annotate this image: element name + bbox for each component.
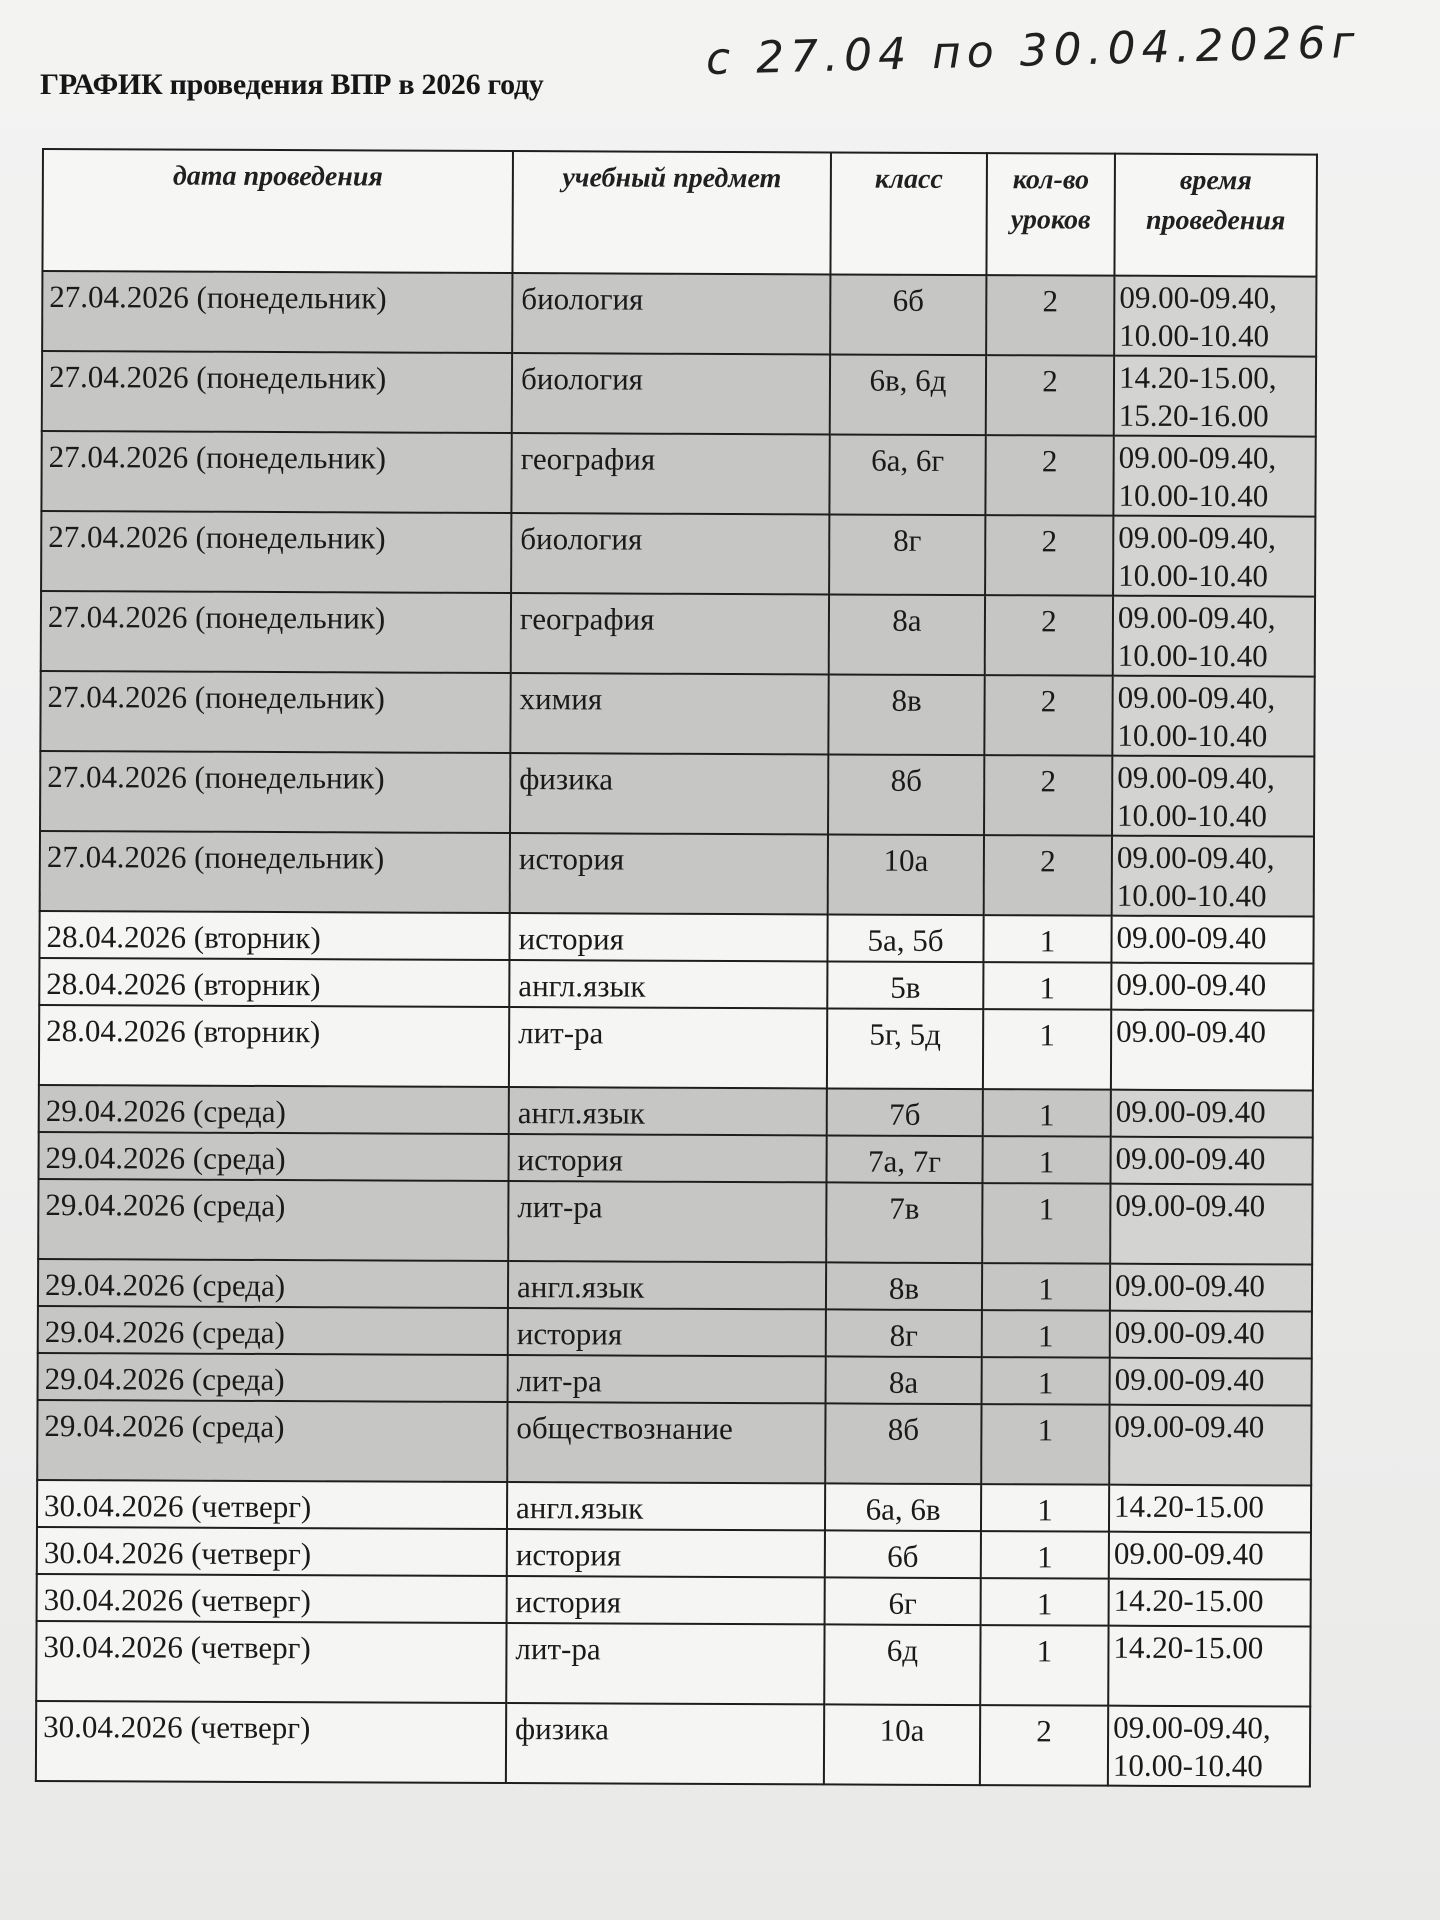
header-date: дата проведения	[42, 149, 513, 273]
cell-date: 29.04.2026 (среда)	[39, 1085, 509, 1134]
time-slot: 09.00-09.40	[1116, 919, 1267, 956]
cell-subject: англ.язык	[509, 1087, 827, 1135]
cell-class: 5в	[827, 961, 983, 1009]
cell-lessons: 2	[980, 1705, 1108, 1786]
cell-time	[1113, 596, 1315, 677]
cell-date: 27.04.2026 (понедельник)	[41, 511, 511, 593]
cell-lessons: 1	[981, 1531, 1109, 1579]
document-title: ГРАФИК проведения ВПР в 2026 году	[40, 68, 544, 101]
time-slot: 14.20-15.00,	[1118, 359, 1277, 396]
cell-lessons: 2	[984, 835, 1112, 916]
table-row	[36, 1701, 1310, 1787]
table-row	[38, 1259, 1312, 1312]
cell-class: 6а, 6в	[825, 1483, 981, 1531]
cell-lessons: 1	[981, 1484, 1109, 1532]
time-slot: 09.00-09.40	[1116, 966, 1267, 1003]
cell-subject: история	[507, 1529, 825, 1577]
cell-subject: лит-ра	[508, 1355, 826, 1403]
table-row	[37, 1527, 1311, 1580]
header-subject: учебный предмет	[512, 151, 831, 274]
cell-class: 5г, 5д	[827, 1008, 983, 1089]
cell-date: 27.04.2026 (понедельник)	[42, 351, 512, 433]
table-row	[38, 1306, 1312, 1359]
cell-subject: география	[511, 433, 829, 514]
cell-time	[1110, 1311, 1312, 1359]
cell-date: 30.04.2026 (четверг)	[36, 1701, 506, 1783]
cell-class: 8г	[826, 1309, 982, 1357]
time-slot: 09.00-09.40	[1116, 1013, 1267, 1050]
cell-lessons: 2	[984, 675, 1112, 756]
cell-class: 8а	[829, 594, 985, 675]
cell-time	[1113, 516, 1315, 597]
cell-subject: англ.язык	[509, 960, 827, 1008]
cell-class: 6г	[825, 1577, 981, 1625]
cell-subject: физика	[510, 753, 828, 834]
cell-class: 7б	[827, 1088, 983, 1136]
cell-class: 7а, 7г	[826, 1135, 982, 1183]
cell-subject: история	[508, 1134, 826, 1182]
cell-lessons: 2	[986, 355, 1114, 436]
table-row	[38, 1353, 1312, 1406]
cell-lessons: 1	[982, 1183, 1110, 1264]
table-row	[42, 351, 1316, 437]
time-slot: 14.20-15.00	[1114, 1488, 1264, 1525]
time-slot: 09.00-09.40	[1114, 1361, 1265, 1398]
cell-time	[1108, 1706, 1310, 1787]
time-slot: 09.00-09.40,	[1118, 439, 1277, 476]
cell-lessons: 1	[980, 1625, 1108, 1706]
time-slot: 14.20-15.00	[1113, 1582, 1264, 1619]
time-slot: 10.00-10.40	[1117, 717, 1268, 754]
cell-subject: физика	[506, 1703, 824, 1784]
cell-time	[1112, 676, 1314, 757]
table-row	[40, 831, 1314, 917]
cell-subject: англ.язык	[508, 1261, 826, 1309]
cell-time	[1109, 1485, 1311, 1533]
table-row	[42, 271, 1316, 357]
cell-subject: биология	[512, 353, 830, 434]
cell-lessons: 2	[984, 755, 1112, 836]
cell-date: 27.04.2026 (понедельник)	[40, 671, 510, 753]
cell-subject: история	[510, 833, 828, 914]
cell-date: 27.04.2026 (понедельник)	[41, 591, 511, 673]
table-row	[37, 1574, 1311, 1627]
cell-class: 8в	[828, 674, 984, 755]
cell-time	[1110, 1184, 1312, 1265]
cell-class: 8б	[828, 754, 984, 835]
table-row	[36, 1621, 1310, 1707]
cell-date: 27.04.2026 (понедельник)	[41, 431, 511, 513]
table-row	[41, 591, 1315, 677]
cell-subject: география	[511, 593, 829, 674]
cell-time	[1110, 1358, 1312, 1406]
cell-lessons: 1	[983, 962, 1111, 1010]
cell-lessons: 1	[982, 1310, 1110, 1358]
cell-time	[1111, 1090, 1313, 1138]
time-slot: 10.00-10.40	[1117, 637, 1268, 674]
table-row	[39, 1005, 1313, 1091]
cell-lessons: 2	[985, 435, 1113, 516]
cell-class: 8г	[829, 514, 985, 595]
cell-class: 8в	[826, 1262, 982, 1310]
cell-class: 6б	[830, 274, 986, 355]
table-row	[40, 751, 1314, 837]
header-lessons: кол-во уроков	[986, 153, 1115, 276]
cell-subject: лит-ра	[509, 1007, 827, 1088]
cell-date: 29.04.2026 (среда)	[38, 1306, 508, 1355]
cell-lessons: 2	[985, 595, 1113, 676]
time-slot: 10.00-10.40	[1118, 477, 1269, 514]
cell-class: 10а	[828, 834, 984, 915]
cell-date: 29.04.2026 (среда)	[38, 1353, 508, 1402]
table-row	[39, 1132, 1313, 1185]
cell-date: 27.04.2026 (понедельник)	[42, 271, 512, 353]
cell-time	[1110, 1137, 1312, 1185]
cell-time	[1111, 1010, 1313, 1091]
cell-date: 29.04.2026 (среда)	[37, 1400, 507, 1482]
table-row	[41, 431, 1315, 517]
table-row	[40, 671, 1314, 757]
cell-time	[1113, 436, 1315, 517]
header-time: время проведения	[1114, 154, 1317, 277]
table-row	[38, 1179, 1312, 1265]
time-slot: 09.00-09.40	[1114, 1267, 1265, 1304]
cell-time	[1110, 1264, 1312, 1312]
cell-time	[1109, 1532, 1311, 1580]
table-header-row	[42, 149, 1317, 277]
time-slot: 10.00-10.40	[1112, 1747, 1263, 1784]
table-row	[39, 1085, 1313, 1138]
table-row	[39, 911, 1313, 964]
cell-lessons: 1	[983, 915, 1111, 963]
time-slot: 14.20-15.00	[1113, 1629, 1264, 1666]
table-row	[37, 1400, 1311, 1486]
cell-time	[1108, 1626, 1310, 1707]
time-slot: 10.00-10.40	[1118, 557, 1269, 594]
time-slot: 09.00-09.40	[1115, 1140, 1266, 1177]
schedule-table	[35, 148, 1318, 1788]
time-slot: 10.00-10.40	[1119, 317, 1270, 354]
cell-date: 30.04.2026 (четверг)	[36, 1621, 506, 1703]
time-slot: 09.00-09.40	[1114, 1408, 1265, 1445]
cell-time	[1111, 963, 1313, 1011]
cell-time	[1112, 756, 1314, 837]
table-body	[36, 271, 1317, 1787]
cell-subject: англ.язык	[507, 1482, 825, 1530]
time-slot: 09.00-09.40,	[1118, 519, 1276, 556]
cell-lessons: 1	[981, 1404, 1109, 1485]
time-slot: 09.00-09.40	[1115, 1093, 1266, 1130]
cell-lessons: 1	[983, 1009, 1111, 1090]
cell-subject: химия	[510, 673, 828, 754]
cell-date: 28.04.2026 (вторник)	[39, 1005, 509, 1087]
header-class: класс	[830, 152, 987, 275]
cell-date: 30.04.2026 (четверг)	[37, 1527, 507, 1576]
cell-date: 30.04.2026 (четверг)	[37, 1574, 507, 1623]
cell-lessons: 1	[982, 1357, 1110, 1405]
cell-lessons: 1	[981, 1578, 1109, 1626]
cell-subject: история	[507, 1576, 825, 1624]
cell-lessons: 2	[986, 275, 1114, 356]
cell-class: 10а	[824, 1704, 980, 1785]
cell-subject: биология	[511, 513, 829, 594]
time-slot: 10.00-10.40	[1116, 877, 1267, 914]
cell-time	[1114, 276, 1316, 357]
handwritten-date-range: с 27.04 по 30.04.2026г	[705, 16, 1362, 85]
cell-subject: биология	[512, 273, 830, 354]
cell-class: 8а	[826, 1356, 982, 1404]
cell-class: 6а, 6г	[829, 434, 985, 515]
cell-subject: лит-ра	[506, 1623, 824, 1704]
cell-time	[1111, 916, 1313, 964]
cell-date: 27.04.2026 (понедельник)	[40, 831, 510, 913]
time-slot: 09.00-09.40,	[1117, 759, 1275, 796]
time-slot: 09.00-09.40,	[1116, 839, 1275, 876]
cell-date: 27.04.2026 (понедельник)	[40, 751, 510, 833]
cell-time	[1109, 1405, 1311, 1486]
cell-subject: история	[509, 913, 827, 961]
cell-time	[1109, 1579, 1311, 1627]
cell-time	[1114, 356, 1316, 437]
time-slot: 15.20-16.00	[1118, 397, 1269, 434]
time-slot: 09.00-09.40	[1113, 1535, 1264, 1572]
cell-class: 5а, 5б	[827, 914, 983, 962]
time-slot: 09.00-09.40,	[1117, 599, 1276, 636]
cell-lessons: 1	[982, 1263, 1110, 1311]
cell-subject: история	[508, 1308, 826, 1356]
cell-lessons: 1	[983, 1089, 1111, 1137]
table-row	[41, 511, 1315, 597]
cell-date: 29.04.2026 (среда)	[38, 1179, 508, 1261]
cell-date: 29.04.2026 (среда)	[38, 1259, 508, 1308]
cell-subject: обществознание	[507, 1402, 825, 1483]
table-row	[39, 958, 1313, 1011]
cell-class: 6д	[824, 1624, 980, 1705]
cell-class: 7в	[826, 1182, 982, 1263]
cell-date: 30.04.2026 (четверг)	[37, 1480, 507, 1529]
time-slot: 09.00-09.40,	[1113, 1709, 1271, 1746]
cell-date: 28.04.2026 (вторник)	[39, 911, 509, 960]
cell-class: 6в, 6д	[830, 354, 986, 435]
time-slot: 10.00-10.40	[1117, 797, 1268, 834]
time-slot: 09.00-09.40	[1115, 1187, 1266, 1224]
time-slot: 09.00-09.40	[1114, 1314, 1265, 1351]
time-slot: 09.00-09.40,	[1117, 679, 1276, 716]
cell-class: 6б	[825, 1530, 981, 1578]
cell-date: 29.04.2026 (среда)	[39, 1132, 509, 1181]
cell-lessons: 2	[985, 515, 1113, 596]
cell-time	[1112, 836, 1314, 917]
cell-subject: лит-ра	[508, 1181, 826, 1262]
cell-date: 28.04.2026 (вторник)	[39, 958, 509, 1007]
table-row	[37, 1480, 1311, 1533]
cell-class: 8б	[825, 1403, 981, 1484]
cell-lessons: 1	[982, 1136, 1110, 1184]
time-slot: 09.00-09.40,	[1119, 279, 1278, 316]
